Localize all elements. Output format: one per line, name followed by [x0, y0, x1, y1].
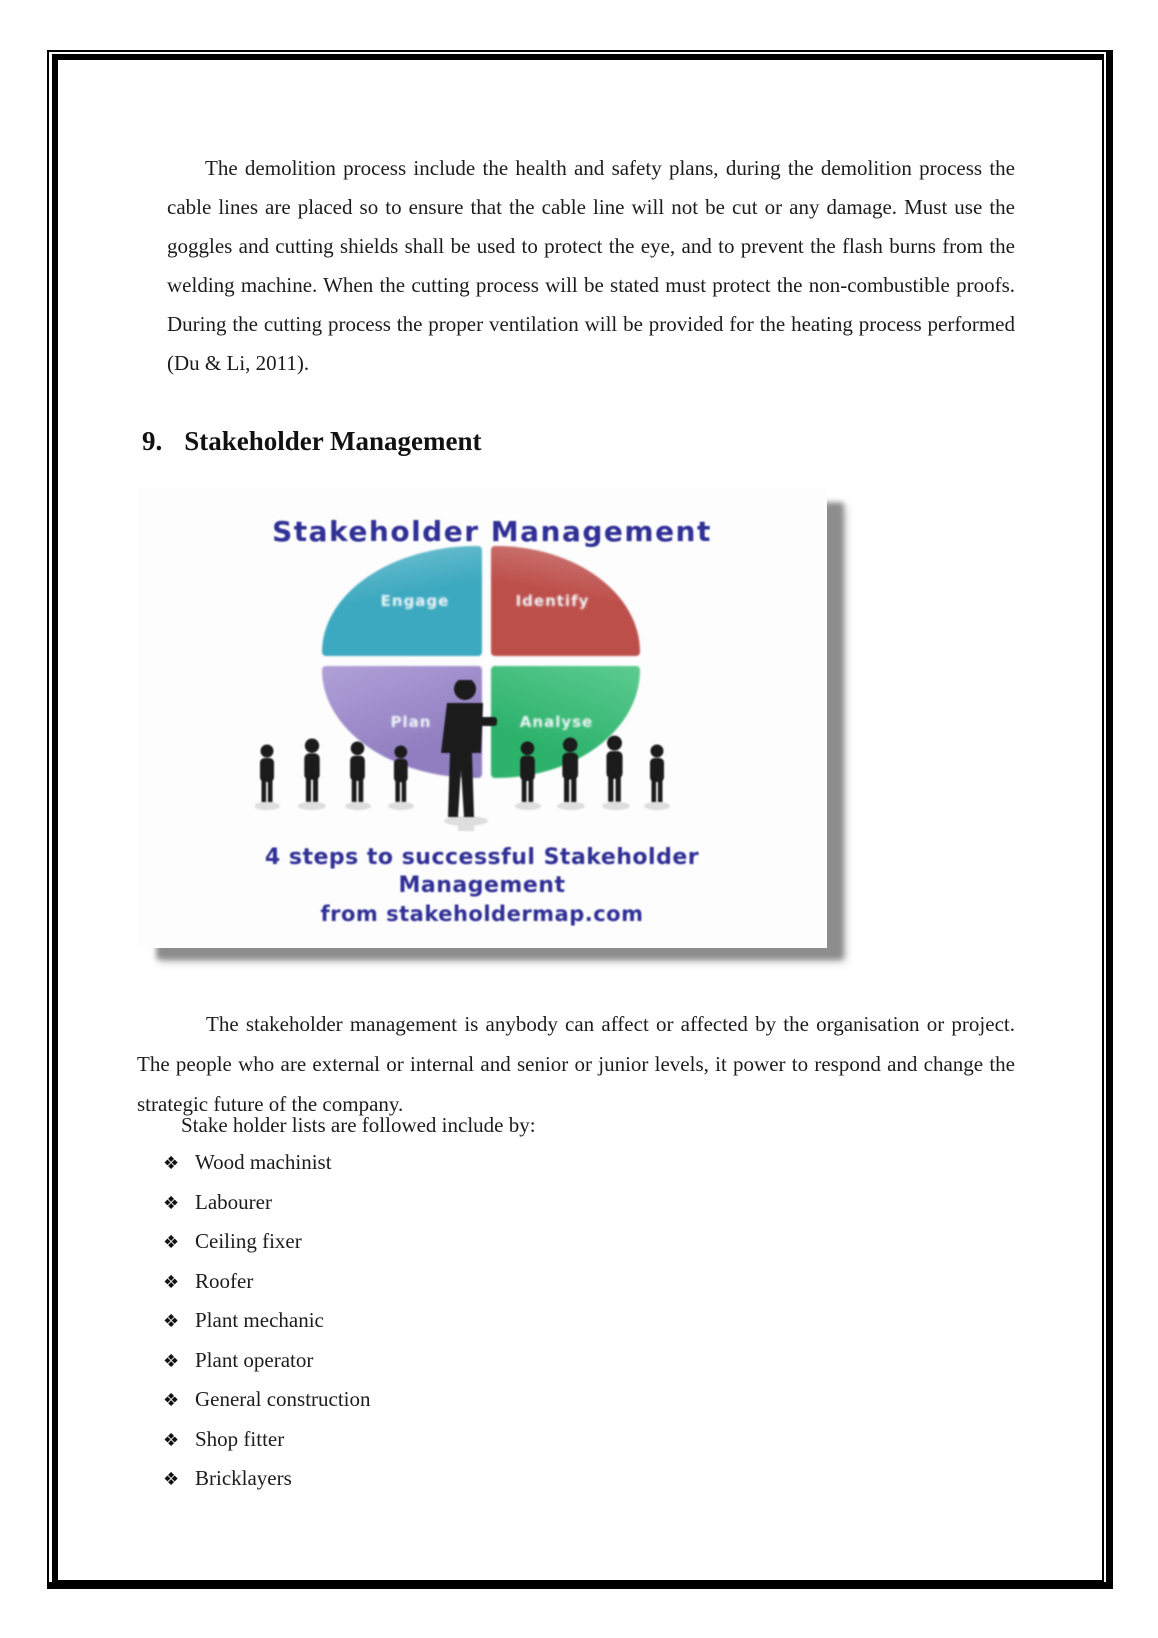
- petal-identify: [491, 546, 640, 656]
- diamond-bullet-icon: ❖: [163, 1350, 180, 1372]
- diamond-bullet-icon: ❖: [163, 1232, 180, 1253]
- list-item-label: Roofer: [195, 1268, 254, 1293]
- section-heading: [142, 426, 482, 457]
- list-item-label: General construction: [195, 1387, 371, 1411]
- section-title: Stakeholder Management: [184, 426, 482, 457]
- petal-identify-label: Identify: [515, 592, 590, 610]
- figure-caption-line1: 4 steps to successful Stakeholder: [264, 845, 700, 870]
- list-item-label: Plant mechanic: [195, 1308, 324, 1332]
- list-item: [137, 1301, 837, 1341]
- petal-analyse-label: Analyse: [519, 713, 594, 731]
- list-item-label: Wood machinist: [195, 1150, 332, 1174]
- list-item-label: Ceiling fixer: [195, 1229, 302, 1253]
- petal-engage-label: Engage: [380, 592, 450, 610]
- section-number: 9.: [142, 426, 163, 457]
- paragraph-stakeholder-definition: The stakeholder management is anybody can affect or affected by the organisation or project. The people who are external or internal and senior or junior levels, it power to respond and change the strategic future of the company.: [137, 1012, 1015, 1116]
- list-item: [137, 1183, 837, 1223]
- diamond-bullet-icon: ❖: [163, 1153, 180, 1174]
- diamond-bullet-icon: ❖: [163, 1271, 180, 1293]
- list-item: [137, 1459, 837, 1499]
- list-item: [137, 1420, 837, 1460]
- paragraph-demolition-process: The demolition process include the health and safety plans, during the demolition process the cable lines are placed so to ensure that the cable line will not be cut or any damage. Must use the goggles and cutting shields shall be used to protect the eye, and to prevent the flash burns from the welding machine. When the cutting process will be stated must protect the non-combustible proofs. During the cutting process the proper ventilation will be provided for the heating process performed (Du & Li, 2011).: [167, 156, 1015, 375]
- list-item: [137, 1262, 837, 1302]
- diamond-bullet-icon: ❖: [163, 1192, 180, 1214]
- petal-plan-label: Plan: [390, 713, 432, 731]
- diamond-bullet-icon: ❖: [163, 1390, 180, 1411]
- figure-source-credit: from stakeholdermap.com: [320, 902, 644, 926]
- figure-caption: [137, 844, 827, 900]
- diamond-bullet-icon: ❖: [163, 1429, 180, 1451]
- list-item-label: Labourer: [195, 1189, 272, 1214]
- list-item-label: Plant operator: [195, 1347, 314, 1372]
- stakeholder-management-figure: [137, 488, 827, 948]
- list-item: [137, 1143, 837, 1183]
- list-item: [137, 1222, 837, 1262]
- list-item: [137, 1380, 837, 1420]
- diamond-bullet-icon: ❖: [163, 1469, 180, 1490]
- stakeholder-list: [137, 1143, 837, 1499]
- figure-title: Stakeholder Management: [272, 515, 712, 548]
- people-silhouettes-icon: [255, 680, 685, 832]
- list-item-label: Shop fitter: [195, 1426, 285, 1451]
- list-item: [137, 1341, 837, 1381]
- list-item-label: Bricklayers: [195, 1466, 292, 1490]
- stakeholder-list-intro: Stake holder lists are followed include by:: [181, 1113, 536, 1137]
- figure-caption-line2: Management: [398, 873, 566, 898]
- diamond-bullet-icon: ❖: [163, 1311, 180, 1332]
- petal-engage: [322, 546, 482, 656]
